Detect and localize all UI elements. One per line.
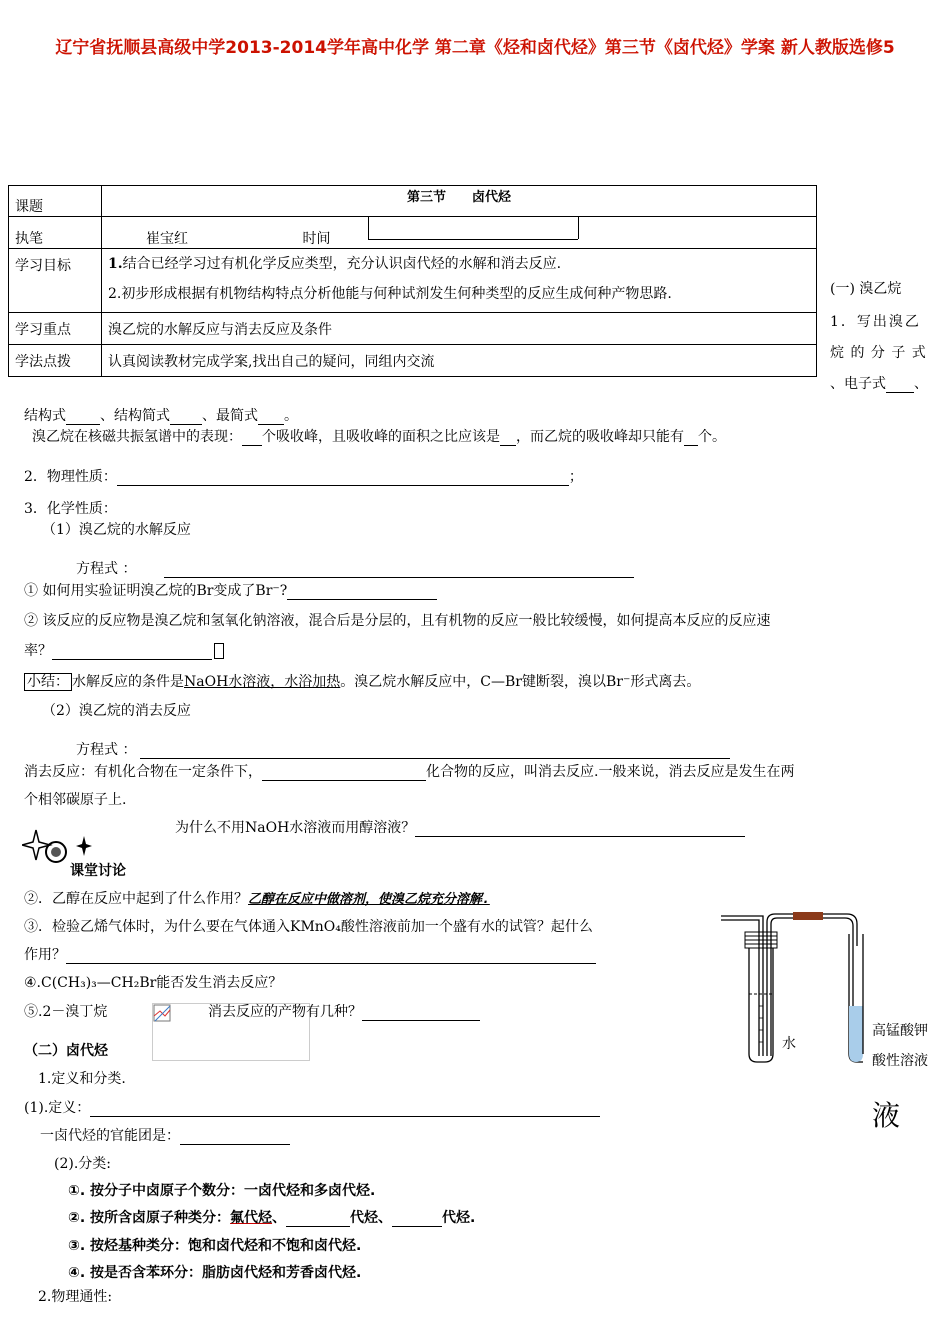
side-line-2: 1．写出溴乙 <box>830 314 921 330</box>
time-label: 时间 <box>302 231 331 247</box>
method-value: 认真阅读教材完成学案,找出自己的疑问，同组内交流 <box>102 345 817 377</box>
class-4: ④. 按是否含苯环分：脂肪卤代烃和芳香卤代烃. <box>68 1265 362 1281</box>
elimination-heading: （2）溴乙烷的消去反应 <box>42 703 191 719</box>
goal-label: 学习目标 <box>9 249 102 313</box>
physical-properties: 2．物理性质： ； <box>24 469 583 485</box>
page-title: 辽宁省抚顺县高级中学2013-2014学年高中化学 第二章《烃和卤代烃》第三节《卤代烃》学案 新人教版选修5 <box>55 38 895 58</box>
chemical-properties: 3．化学性质： <box>24 501 117 517</box>
stray-glyph: 液 <box>872 1099 901 1132</box>
equation-2: 方程式 ： <box>76 739 730 759</box>
hydrolysis-heading: （1）溴乙烷的水解反应 <box>42 522 191 538</box>
info-table <box>8 185 817 377</box>
discussion-3b: 作用？ <box>24 944 596 964</box>
discussion-2: ②．乙醇在反应中起到了什么作用？乙醇在反应中做溶剂，使溴乙烷充分溶解. <box>24 891 490 907</box>
class-3: ③. 按烃基种类分：饱和卤代烃和不饱和卤代烃. <box>68 1238 362 1254</box>
discussion-heading: 课堂讨论 <box>70 863 126 879</box>
focus-label: 学习重点 <box>9 313 102 345</box>
discussion-5: ⑤.2－溴丁烷 <box>24 1004 108 1020</box>
side-line-3: 烷 的 分 子 式 <box>830 345 927 361</box>
author-value: 崔宝红 <box>146 231 188 247</box>
elimination-definition-2: 个相邻碳原子上. <box>24 792 127 808</box>
topic-label: 课题 <box>9 186 102 217</box>
question-2b: 率？ <box>24 640 224 660</box>
why-alcohol: 为什么不用NaOH水溶液而用醇溶液？ <box>175 817 745 837</box>
physical-common: 2.物理通性: <box>38 1289 113 1305</box>
author-label: 执笔 <box>9 217 102 249</box>
functional-group: 一卤代烃的官能团是： <box>40 1125 290 1145</box>
side-line-4: 、电子式 、 <box>830 376 928 392</box>
discussion-5b: 消去反应的产物有几种？ <box>208 1001 480 1021</box>
question-1: ① 如何用实验证明溴乙烷的Br变成了Br⁻? <box>24 580 437 600</box>
method-label: 学法点拨 <box>9 345 102 377</box>
definition-1: (1).定义： <box>24 1097 600 1117</box>
elimination-definition: 消去反应：有机化合物在一定条件下， 化合物的反应，叫消去反应.一般来说，消去反应是发生在两 <box>24 764 795 780</box>
kmno4-label-1: 高锰酸钾 <box>872 1023 928 1039</box>
goal-2: 2.初步形成根据有机物结构特点分析他能与何种试剂发生何种类型的反应生成何种产物思路. <box>108 286 672 302</box>
equation-1: 方程式 ： <box>76 558 634 578</box>
question-2: ② 该反应的反应物是溴乙烷和氢氧化钠溶液，混合后是分层的，且有机物的反应一般比较缓慢，如何提高本反应的反应速 <box>24 613 771 629</box>
discussion-4: ④.C(CH₃)₃—CH₂Br能否发生消去反应？ <box>24 975 283 991</box>
classification-title: (2).分类: <box>54 1156 111 1172</box>
water-label: 水 <box>782 1036 796 1052</box>
kmno4-label-2: 酸性溶液 <box>872 1053 928 1069</box>
focus-value: 溴乙烷的水解反应与消去反应及条件 <box>102 313 817 345</box>
goal-1: 1.结合已经学习过有机化学反应类型，充分认识卤代烃的水解和消去反应. <box>108 256 562 272</box>
nmr-line: 溴乙烷在核磁共振氢谱中的表现： 个吸收峰，且吸收峰的面积之比应该是 ，而乙烷的吸收峰却只能有 个。 <box>32 429 726 445</box>
broken-image-icon <box>153 1004 171 1022</box>
definition-title: 1.定义和分类. <box>38 1071 126 1087</box>
topic-value: 第三节 卤代烃 <box>406 190 511 205</box>
section-2-heading: （二）卤代烃 <box>24 1043 108 1059</box>
class-1: ①. 按分子中卤原子个数分：一卤代烃和多卤代烃. <box>68 1183 376 1199</box>
class-2: ②. 按所含卤原子种类分：氟代烃、 代烃、 代烃. <box>68 1210 476 1226</box>
discussion-3: ③．检验乙烯气体时，为什么要在气体通入KMnO₄酸性溶液前加一个盛有水的试管？起什么 <box>24 919 593 935</box>
side-heading: (一) 溴乙烷 <box>830 281 902 297</box>
structure-line: 结构式 、结构简式 、最简式 。 <box>24 408 298 424</box>
summary-line: 小结： 水解反应的条件是NaOH水溶液，水浴加热。溴乙烷水解反应中，C—Br键断裂，溴以Br⁻形式离去。 <box>24 671 700 691</box>
